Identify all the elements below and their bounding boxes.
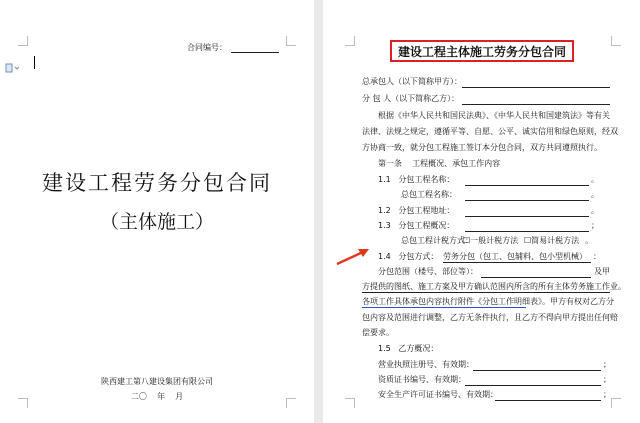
safety-license-field[interactable] [495, 400, 601, 401]
tax-option-simple[interactable]: ☐简易计税方法 [524, 236, 580, 245]
end-mark: 。 [585, 236, 593, 245]
crop-mark [611, 398, 621, 408]
qualification-field[interactable] [465, 385, 601, 386]
crop-mark [286, 36, 296, 46]
subcontractor-field[interactable] [462, 104, 610, 105]
tax-method-label: 总包工程计税方式： [401, 236, 473, 245]
company-name: 陕西建工第八建设集团有限公司 [101, 377, 213, 386]
scope-field[interactable] [481, 277, 591, 278]
end-mark: ； [591, 221, 599, 230]
scope-label: 分包范围（楼号、部位等）： [378, 267, 478, 276]
scope-line: 方提供的图纸、施工方案及甲方确认范围内所含的所有主体劳务施工作业。 [362, 282, 626, 291]
general-project-name-field[interactable] [465, 200, 589, 201]
scope-line: 偿要求。 [362, 328, 394, 337]
paste-options-icon[interactable] [5, 58, 19, 68]
preamble-line: 法律、法规之规定，遵循平等、自愿、公平、诚实信用和绿色原则，经双 [362, 127, 618, 136]
general-project-name-label: 总包工程名称： [401, 190, 457, 199]
contract-title: 建设工程主体施工劳务分包合同 [397, 45, 566, 59]
business-license-field[interactable] [473, 370, 601, 371]
business-license-label: 营业执照注册号、有效期： [378, 360, 474, 369]
cover-title: 建设工程劳务分包合同 [42, 171, 272, 195]
scope-suffix: 及甲 [594, 267, 610, 276]
preamble-line: 根据《中华人民共和国民法典》、《中华人民共和国建筑法》等有关 [378, 111, 610, 120]
safety-license-label: 安全生产许可证书编号、有效期： [378, 390, 498, 399]
crop-mark [18, 36, 28, 46]
general-contractor-label: 总承包人（以下简称甲方）： [362, 77, 462, 86]
end-mark: ： [593, 252, 601, 261]
right-page [323, 0, 640, 423]
scope-line: 包内容及范围进行调整，乙方无条件执行，且乙方不得向甲方提出任何赔 [362, 313, 618, 322]
end-mark: ； [603, 390, 611, 399]
article-1-heading: 第一条 工程概况、承包工作内容 [378, 159, 501, 168]
tax-option-general[interactable]: ☐一般计税方法 [463, 236, 519, 245]
project-address-field[interactable] [465, 216, 589, 217]
crop-mark [611, 36, 621, 46]
scope-line: 各项工作具体承包内容执行附件《分包工作明细表》。甲方有权对乙方分 [362, 297, 614, 306]
subcontract-method-underline [443, 262, 591, 263]
general-contractor-field[interactable] [462, 87, 610, 88]
item-1-1-label: 1.1 分包工程名称： [378, 175, 455, 184]
subcontract-method-value: 劳务分包（包工、包辅料、包小型机械） [443, 252, 587, 261]
subcontractor-label: 分 包 人（以下简称乙方）： [362, 94, 460, 103]
end-mark: 。 [591, 206, 599, 215]
cover-subtitle: （主体施工） [99, 211, 214, 233]
contract-number-label: 合同编号： [187, 43, 227, 52]
text-cursor [34, 56, 35, 69]
end-mark: ； [603, 360, 611, 369]
item-1-5-label: 1.5 乙方概况： [378, 344, 439, 353]
red-arrow-icon [333, 246, 373, 266]
contract-number-field[interactable] [231, 52, 279, 53]
qualification-label: 资质证书编号、有效期： [378, 375, 466, 384]
item-1-3-label: 1.3 分包工程概况： [378, 221, 455, 230]
item-1-4-label: 1.4 分包方式： [378, 252, 439, 261]
end-mark: 。 [591, 190, 599, 199]
crop-mark [345, 398, 355, 408]
scope-line-underline [362, 292, 610, 293]
left-page [0, 0, 314, 423]
end-mark: ； [603, 375, 611, 384]
end-mark: 。 [591, 175, 599, 184]
project-overview-field[interactable] [465, 231, 589, 232]
date-line: 二〇 年 月 [130, 392, 184, 401]
crop-mark [345, 36, 355, 46]
project-name-field[interactable] [465, 185, 589, 186]
preamble-line: 方协商一致，就分包工程施工签订本分包合同，双方共同遵照执行。 [362, 143, 602, 152]
scope-line-underline [362, 307, 526, 308]
item-1-2-label: 1.2 分包工程地址： [378, 206, 455, 215]
